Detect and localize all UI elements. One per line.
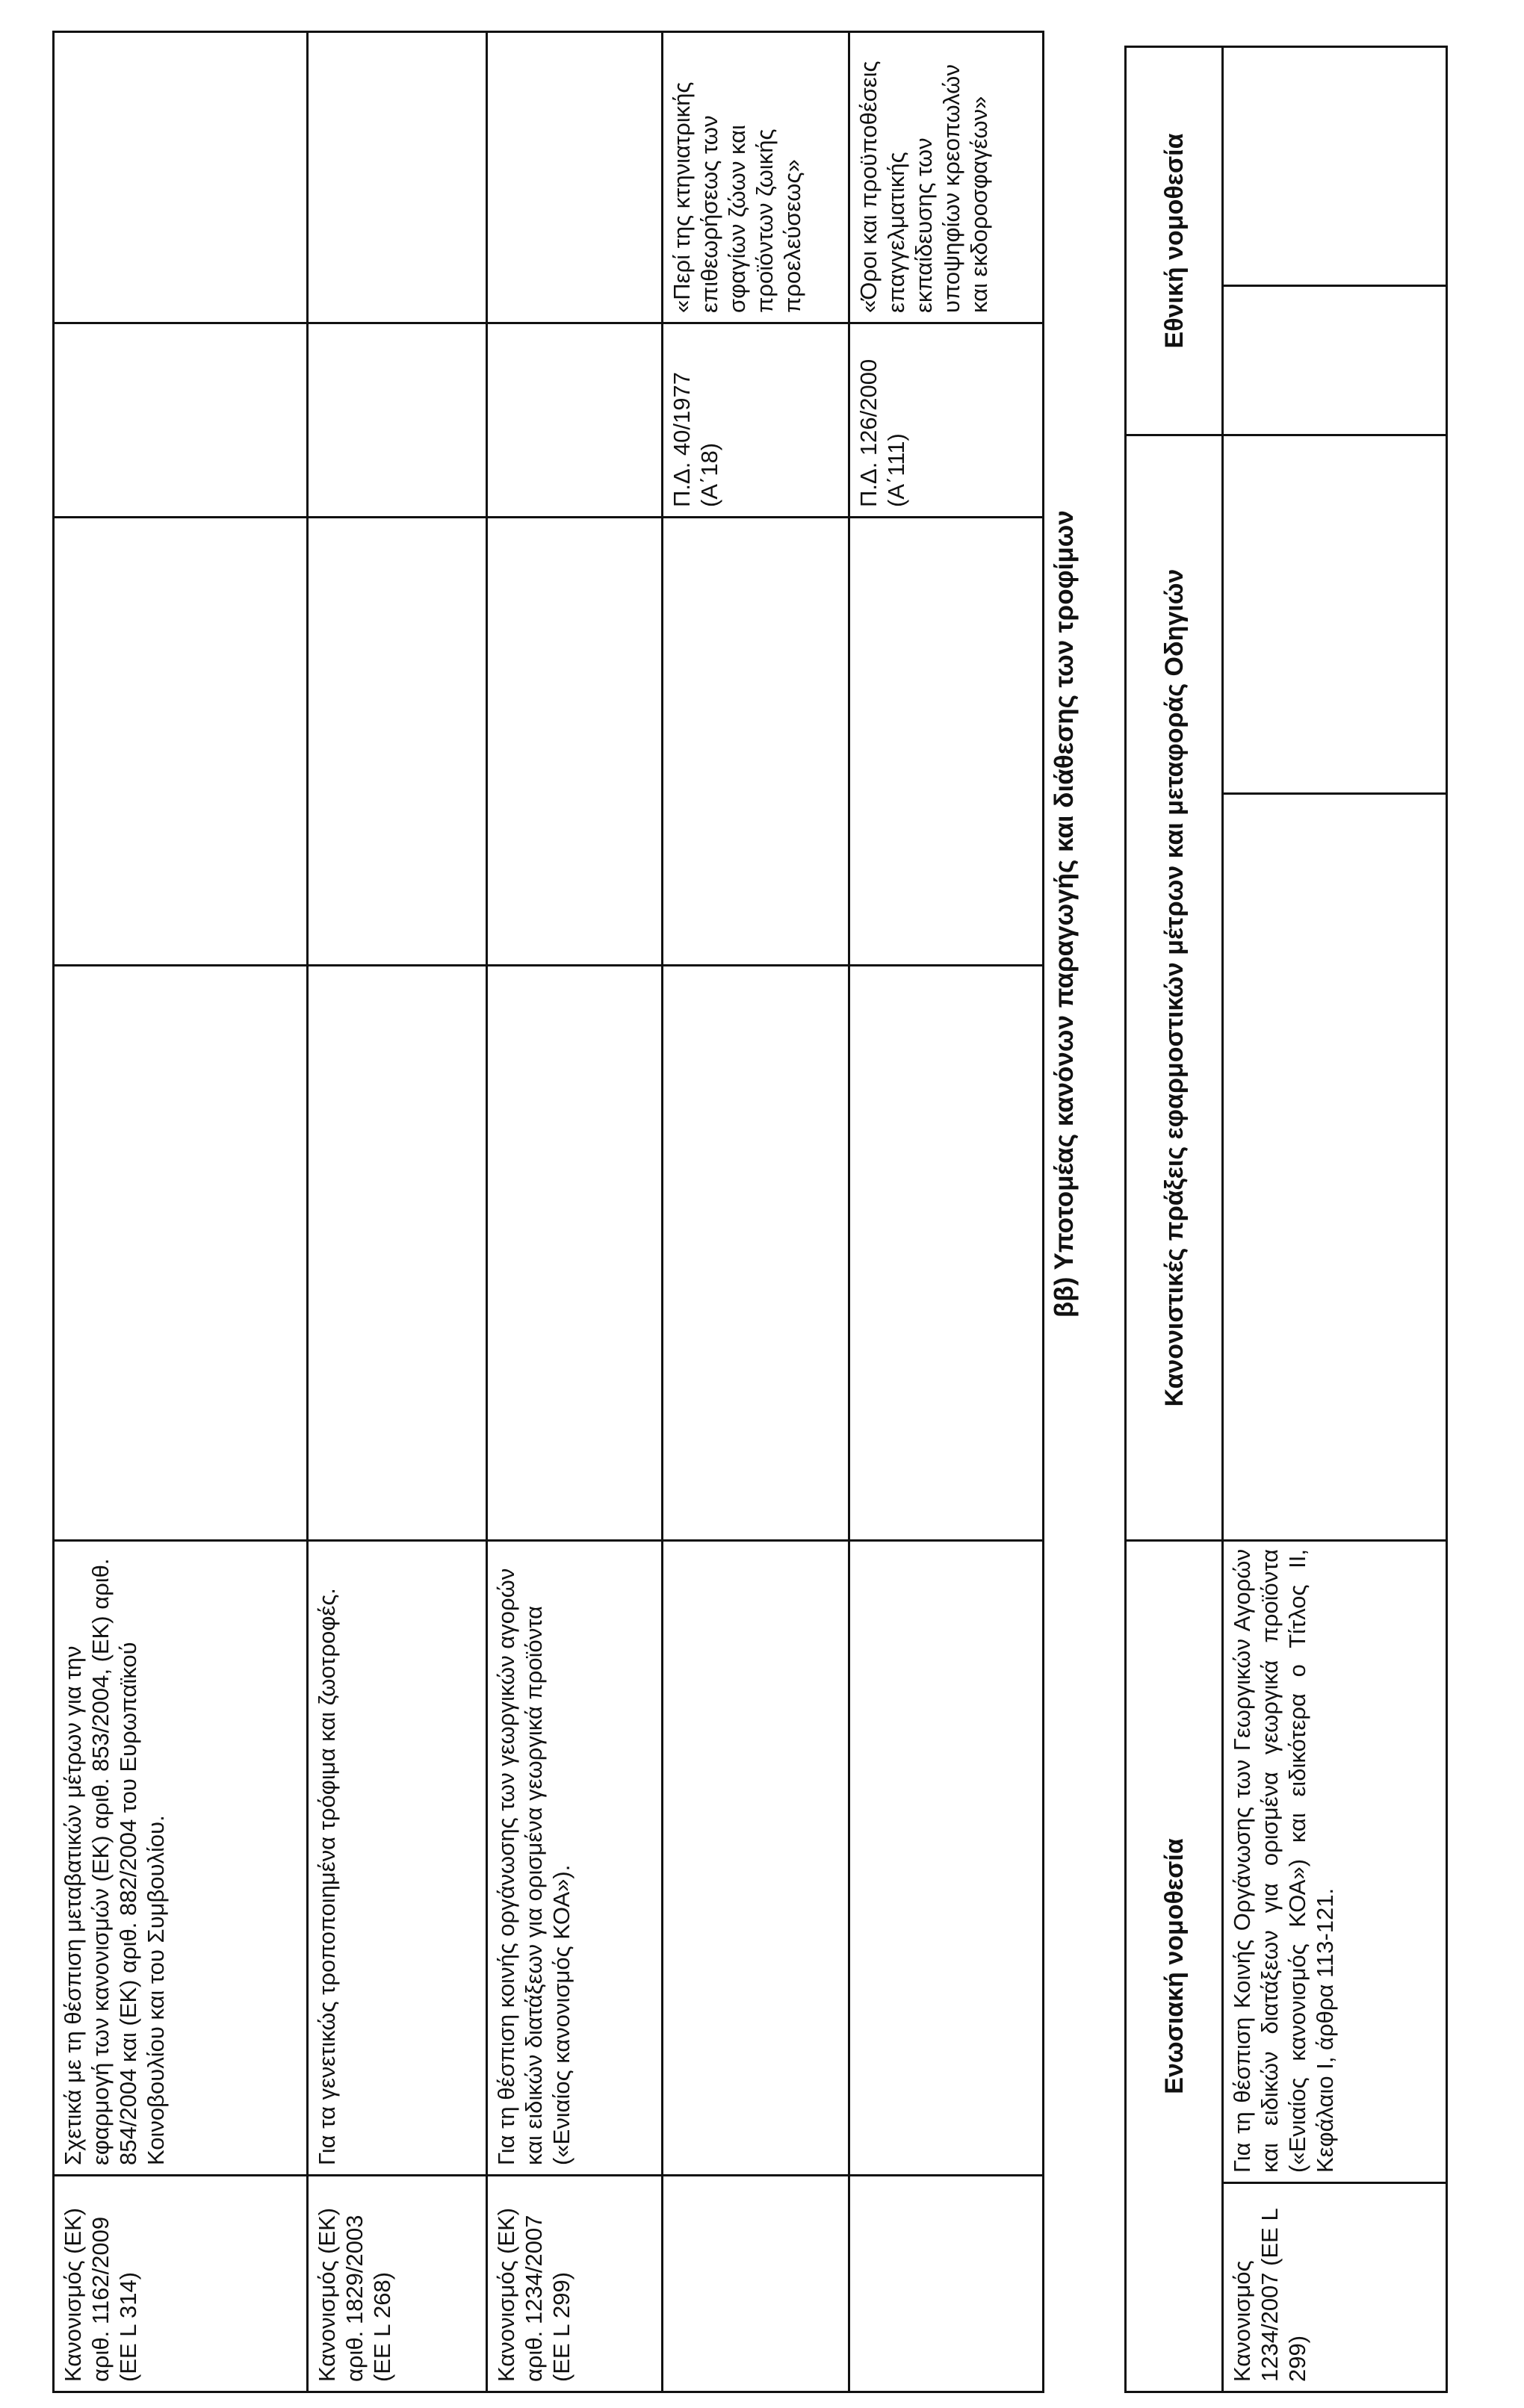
table-row	[849, 32, 1044, 2392]
description-cell	[849, 1541, 1044, 2176]
header-national-legislation: Εθνική νομοθεσία	[1126, 46, 1223, 435]
regulation-cell	[849, 2176, 1044, 2392]
national-description-cell	[308, 32, 487, 323]
empty-cell	[1223, 794, 1447, 1541]
national-description-cell: «Περί της κτηνιατρικής επιθεωρήσεως των σφαγίων ζώων και προϊόντων ζωικής προελεύσεως»	[663, 32, 849, 323]
header-eu-legislation: Ενωσιακή νομοθεσία	[1126, 1541, 1223, 2392]
table-row	[663, 32, 849, 2392]
section-heading: ββ) Υποτομέας κανόνων παραγωγής και διάθεσης των τροφίμων	[1050, 510, 1079, 1318]
description-cell: Για τη θέσπιση κοινής οργάνωσης των γεωργικών αγορών και ειδικών διατάξεων για ορισμένα γεωργικά προϊόντα («Ενιαίος κανονισμός ΚΟΑ»).	[487, 1541, 663, 2176]
regulation-cell: Κανονισμός 1234/2007 (ΕΕ L 299)	[1223, 2183, 1447, 2392]
description-cell: Για τα γενετικώς τροποποιημένα τρόφιμα και ζωοτροφές.	[308, 1541, 487, 2176]
national-act-cell	[308, 323, 487, 518]
empty-cell	[487, 518, 663, 966]
national-description-cell: «Όροι και προϋποθέσεις επαγγελματικής εκπαίδευσης των υποψηφίων κρεοπωλών και εκδοροσφαγέων»	[849, 32, 1044, 323]
empty-cell	[849, 518, 1044, 966]
empty-cell	[1223, 46, 1447, 285]
empty-cell	[308, 966, 487, 1541]
regulation-cell: Κανονισμός (ΕΚ) αριθ. 1829/2003 (ΕΕ L 268)	[308, 2176, 487, 2392]
empty-cell	[663, 518, 849, 966]
regulation-cell	[663, 2176, 849, 2392]
table-row	[1223, 46, 1447, 2392]
table-header-row	[1126, 46, 1223, 2392]
empty-cell	[1223, 435, 1447, 793]
national-description-cell	[54, 32, 308, 323]
description-cell: Για τη θέσπιση Κοινής Οργάνωσης των Γεωργικών Αγορών και ειδικών διατάξεων για ορισμένα γεωργικά προϊόντα («Ενιαίος κανονισμός ΚΟΑ») και ειδικότερα ο Τίτλος ΙΙ, Κεφάλαιο Ι, άρθρα 113-121.	[1223, 1541, 1447, 2183]
table-row	[308, 32, 487, 2392]
national-act-cell	[487, 323, 663, 518]
regulation-cell: Κανονισμός (ΕΚ) αριθ. 1162/2009 (ΕΕ L 314)	[54, 2176, 308, 2392]
legislation-table-continued	[52, 31, 1044, 2393]
table-row	[487, 32, 663, 2392]
empty-cell	[54, 966, 308, 1541]
empty-cell	[54, 518, 308, 966]
empty-cell	[849, 966, 1044, 1541]
national-act-cell: Π.Δ. 40/1977 (Α΄18)	[663, 323, 849, 518]
national-act-cell	[54, 323, 308, 518]
empty-cell	[487, 966, 663, 1541]
description-cell: Σχετικά με τη θέσπιση μεταβατικών μέτρων για την εφαρμογή των κανονισμών (ΕΚ) αριθ. 853/2004, (ΕΚ) αριθ. 854/2004 και (ΕΚ) αριθ. 882/2004 του Ευρωπαϊκού Κοινοβουλίου και του Συμβουλίου.	[54, 1541, 308, 2176]
header-implementing-measures: Κανονιστικές πράξεις εφαρμοστικών μέτρων και μεταφοράς Οδηγιών	[1126, 435, 1223, 1540]
empty-cell	[1223, 285, 1447, 435]
empty-cell	[663, 966, 849, 1541]
production-rules-table	[1124, 46, 1448, 2393]
national-description-cell	[487, 32, 663, 323]
empty-cell	[308, 518, 487, 966]
table-row	[54, 32, 308, 2392]
description-cell	[663, 1541, 849, 2176]
regulation-cell: Κανονισμός (ΕΚ) αριθ. 1234/2007 (ΕΕ L 299)	[487, 2176, 663, 2392]
national-act-cell: Π.Δ. 126/2000 (Α΄111)	[849, 323, 1044, 518]
